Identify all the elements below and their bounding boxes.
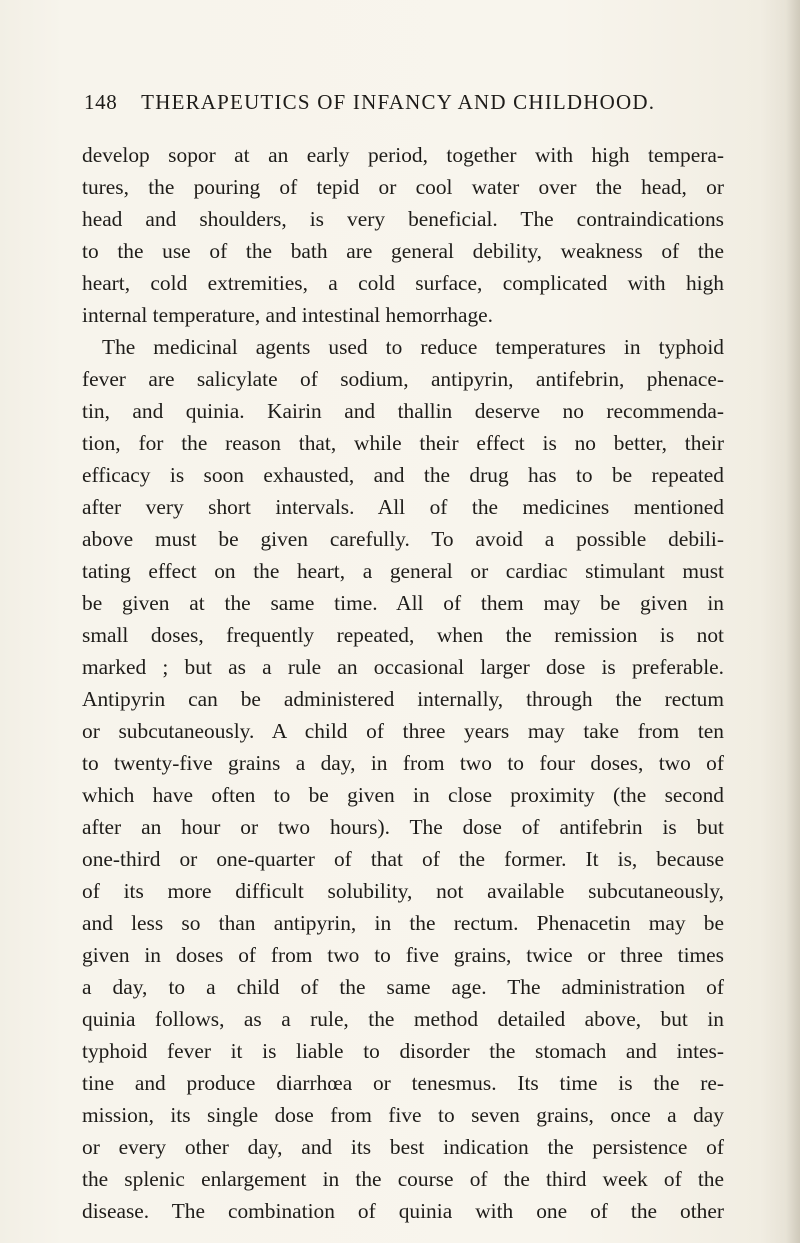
text-line: to twenty-five grains a day, in from two to four doses, two of <box>82 751 724 775</box>
text-line: of its more difficult solubility, not available subcutaneously, <box>82 879 724 903</box>
text-line: head and shoulders, is very beneficial. The contraindications <box>82 207 724 231</box>
text-line: mission, its single dose from five to seven grains, once a day <box>82 1103 724 1127</box>
text-line: Antipyrin can be administered internally, through the rectum <box>82 687 724 711</box>
text-line: develop sopor at an early period, together with high tempera- <box>82 143 724 167</box>
text-line: typhoid fever it is liable to disorder the stomach and intes- <box>82 1039 724 1063</box>
text-line: or subcutaneously. A child of three years may take from ten <box>82 719 724 743</box>
page-header <box>84 90 724 120</box>
text-line: fever are salicylate of sodium, antipyrin, antifebrin, phenace- <box>82 367 724 391</box>
body-text <box>82 139 724 1227</box>
text-line-paragraph-start: The medicinal agents used to reduce temperatures in typhoid <box>102 335 724 359</box>
text-line-paragraph-end: internal temperature, and intestinal hemorrhage. <box>82 303 494 327</box>
text-line: heart, cold extremities, a cold surface, complicated with high <box>82 271 724 295</box>
text-line: tine and produce diarrhœa or tenesmus. Its time is the re- <box>82 1071 724 1095</box>
text-line: tion, for the reason that, while their effect is no better, their <box>82 431 724 455</box>
text-line: given in doses of from two to five grains, twice or three times <box>82 943 724 967</box>
text-line: one-third or one-quarter of that of the former. It is, because <box>82 847 724 871</box>
text-line: tin, and quinia. Kairin and thallin deserve no recommenda- <box>82 399 724 423</box>
page-number: 148 <box>84 90 118 114</box>
text-line: marked ; but as a rule an occasional larger dose is preferable. <box>82 655 724 679</box>
text-line: after very short intervals. All of the medicines mentioned <box>82 495 724 519</box>
text-line: tures, the pouring of tepid or cool water over the head, or <box>82 175 724 199</box>
text-line: small doses, frequently repeated, when the remission is not <box>82 623 724 647</box>
text-line: efficacy is soon exhausted, and the drug has to be repeated <box>82 463 724 487</box>
text-line: quinia follows, as a rule, the method detailed above, but in <box>82 1007 724 1031</box>
text-line: or every other day, and its best indication the persistence of <box>82 1135 724 1159</box>
text-line: after an hour or two hours). The dose of antifebrin is but <box>82 815 724 839</box>
running-title: THERAPEUTICS OF INFANCY AND CHILDHOOD. <box>141 90 656 114</box>
text-line: a day, to a child of the same age. The administration of <box>82 975 724 999</box>
text-line: to the use of the bath are general debility, weakness of the <box>82 239 724 263</box>
text-line: which have often to be given in close proximity (the second <box>82 783 724 807</box>
text-line: disease. The combination of quinia with one of the other <box>82 1199 724 1223</box>
text-line: above must be given carefully. To avoid a possible debili- <box>82 527 724 551</box>
text-line: the splenic enlargement in the course of the third week of the <box>82 1167 724 1191</box>
text-line: tating effect on the heart, a general or cardiac stimulant must <box>82 559 724 583</box>
text-line: and less so than antipyrin, in the rectum. Phenacetin may be <box>82 911 724 935</box>
page-edge-shadow <box>786 0 800 1243</box>
text-line: be given at the same time. All of them may be given in <box>82 591 724 615</box>
